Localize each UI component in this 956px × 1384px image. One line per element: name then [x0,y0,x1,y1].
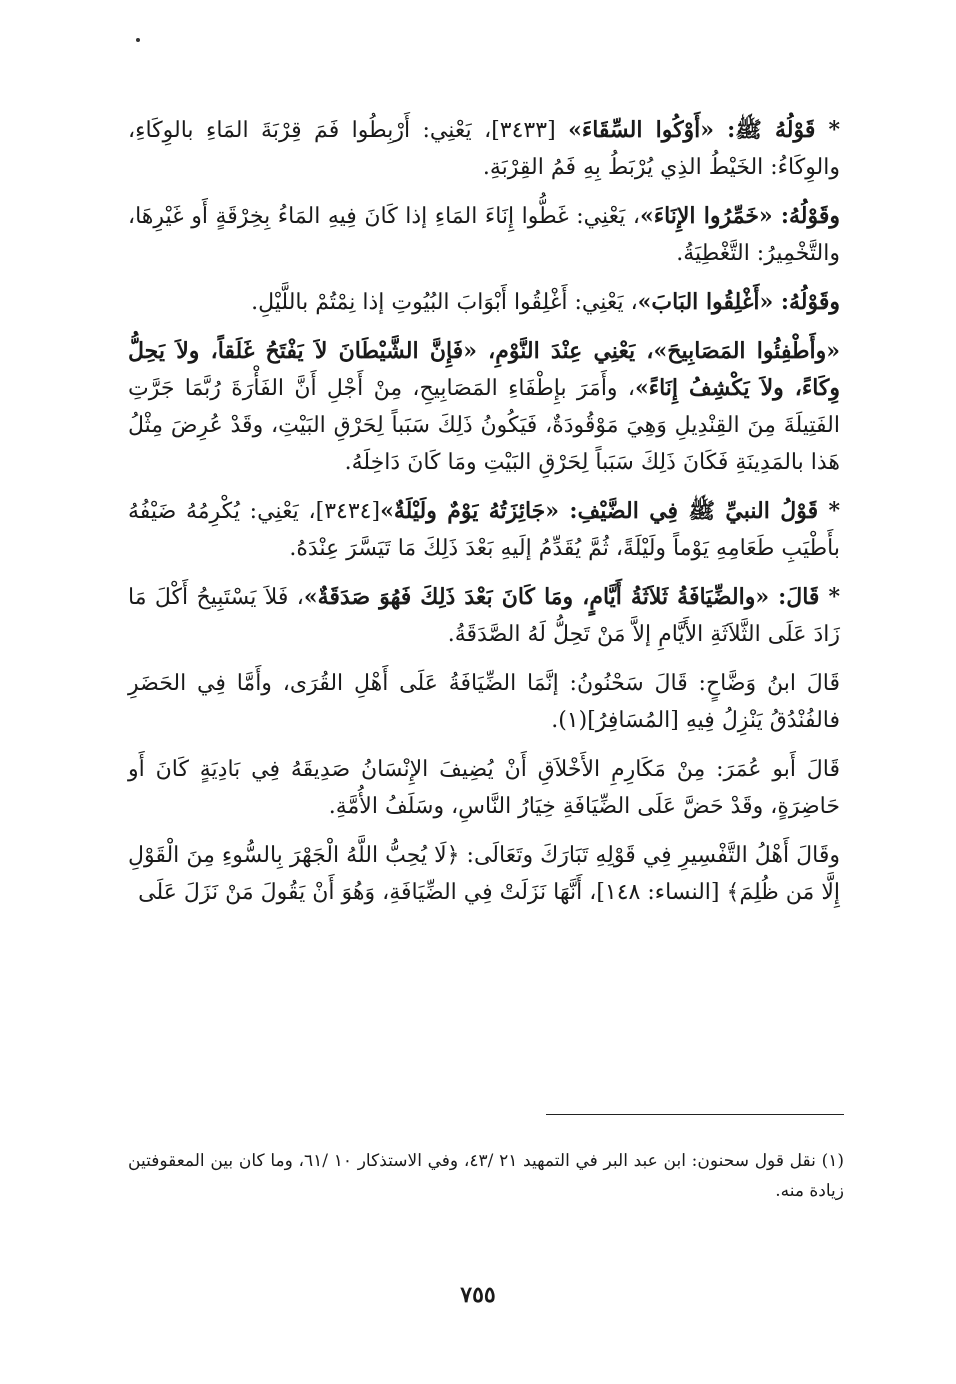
paragraph-7 [128,665,840,739]
paragraph-lead: وقَوْلُهُ: «خَمِّرُوا الإِنَاءَ» [639,203,840,229]
paragraph-rest: قَالَ أَبو عُمَرَ: مِنْ مَكَارِمِ الأَخْلاَقِ أَنْ يُضِيفَ الإِنْسَانُ صَدِيقَهُ فِي بَادِيَةٍ كَانَ أَو حَاضِرَةٍ، وقَدْ حَضَّ عَلَى الضِّيَافَةِ خِيَارُ النَّاسِ، وسَلَفُ الأُمَّةِ. [128,757,840,819]
footnote-divider [546,1114,844,1115]
paragraph-9 [128,837,840,911]
paragraph-lead: * قَوْلُهُ ﷺ: «أَوْكُوا السِّقَاءَ» [568,117,841,143]
scan-speck [136,38,140,42]
paragraph-5 [128,493,840,567]
paragraph-rest: [٣٤٣٣]، يَعْنِي: أَرْبِطُوا فَمَ قِرْبَةَ المَاءِ بالوِكَاءِ، والوِكَاءُ: الخَيْطُ الذِي يُرْبَطُ بِهِ فَمُ القِرْبَةِ. [128,118,840,180]
paragraph-4 [128,333,840,481]
paragraph-rest: ، وأَمَرَ بإِطْفَاءِ المَصَابِيحِ، مِنْ أَجْلِ أَنَّ الفَأْرَةَ رُبَّمَا جَرَّتِ الفَتِيلَةَ مِنَ القِنْدِيلِ وَهِيَ مَوْقُودَةٌ، فَيَكُونُ ذَلِكَ سَبَباً لِحَرْقِ البَيْتِ، وقَدْ عُرِضَ مِثْلُ هَذا بالمَدِينَةِ فَكَانَ ذَلِكَ سَبَباً لِحَرْقِ البَيْتِ ومَا كَانَ دَاخِلَهُ. [128,376,840,475]
paragraph-rest: [٣٤٣٤]، يَعْنِي: يُكْرِمُهُ ضَيْفُهُ بأَطْيَبِ طَعَامِهِ يَوْماً ولَيْلَةً، ثُمَّ يُقَدِّمُ إلَيهِ بَعْدَ ذَلِكَ مَا تَيَسَّرَ عِنْدَهُ. [128,499,840,561]
paragraph-lead: * قَوْلُ النبيِّ ﷺ فِي الضَّيْفِ: «جَائِزَتُهُ يَوْمٌ ولَيْلَةٌ» [380,498,840,524]
paragraph-8 [128,751,840,825]
main-text [128,112,840,923]
paragraph-6 [128,579,840,653]
paragraph-lead: «وأَطْفِئُوا المَصَابِيحَ»، يَعْنِي عِنْدَ النَّوْمِ، «فَإِنَّ الشَّيْطَانَ لاَ يَفْتَحُ غَلَقاً، ولاَ يَحِلُّ وِكَاءً، ولاَ يَكْشِفُ إِنَاءً» [128,338,840,401]
paragraph-1 [128,112,840,186]
page-number: ٧٥٥ [460,1282,496,1308]
paragraph-lead: وقَوْلُهُ: «أَغْلِقُوا البَابَ» [637,289,840,315]
paragraph-rest: ، فَلاَ يَسْتَبِيحُ أَكْلَ مَا زَادَ عَلَى الثَّلاَثَةِ الأَيَّامِ إلاَّ مَنْ تَحِلُّ لَهُ الصَّدَقَةُ. [128,585,840,647]
paragraph-rest: ، يَعْنِي: أَغْلِقُوا أَبْوَابَ البُيُوتِ إذا نِمْتُمْ باللَّيْلِ. [251,290,638,315]
footnote: (١) نقل قول سحنون: ابن عبد البر في التمهيد ٢١ /٤٣، وفي الاستذكار ١٠ /٦١، وما كان بين المعقوفتين زيادة منه. [128,1151,844,1201]
paragraph-3 [128,284,840,321]
paragraph-2 [128,198,840,272]
paragraph-rest: وقَالَ أَهْلُ التَّفْسِيرِ فِي قَوْلِهِ تَبَارَكَ وتَعَالَى: ﴿لَا يُحِبُّ اللَّهُ الْجَهْرَ بِالسُّوءِ مِنَ الْقَوْلِ إِلَّا مَن ظُلِمَ﴾ [النساء: ١٤٨]، أَنَّهَا نَزَلَتْ فِي الضِّيَافَةِ، وَهُوَ أَنْ يَقُولَ مَنْ نَزَلَ عَلَى [128,843,840,905]
paragraph-rest: قَالَ ابنُ وَضَّاحٍ: قَالَ سَحْنُونُ: إنَّمَا الضِّيَافَةُ عَلَى أَهْلِ القُرَى، وأَمَّا فِي الحَضَرِ فالفُنْدُقُ يَنْزِلُ فِيهِ [المُسَافِرُ](١). [128,671,840,733]
paragraph-lead: * قَالَ: «والضِّيَافَةُ ثَلاَثَةُ أَيَّامٍ، ومَا كَانَ بَعْدَ ذَلِكَ فَهُوَ صَدَقَةٌ» [303,584,840,610]
paragraph-rest: ، يَعْنِي: غَطُّوا إِنَاءَ المَاءِ إذا كَانَ فِيهِ المَاءُ بِخِرْقَةٍ أَو غَيْرِهَا، والتَّخْمِيرُ: التَّغْطِيَةُ. [128,204,840,266]
